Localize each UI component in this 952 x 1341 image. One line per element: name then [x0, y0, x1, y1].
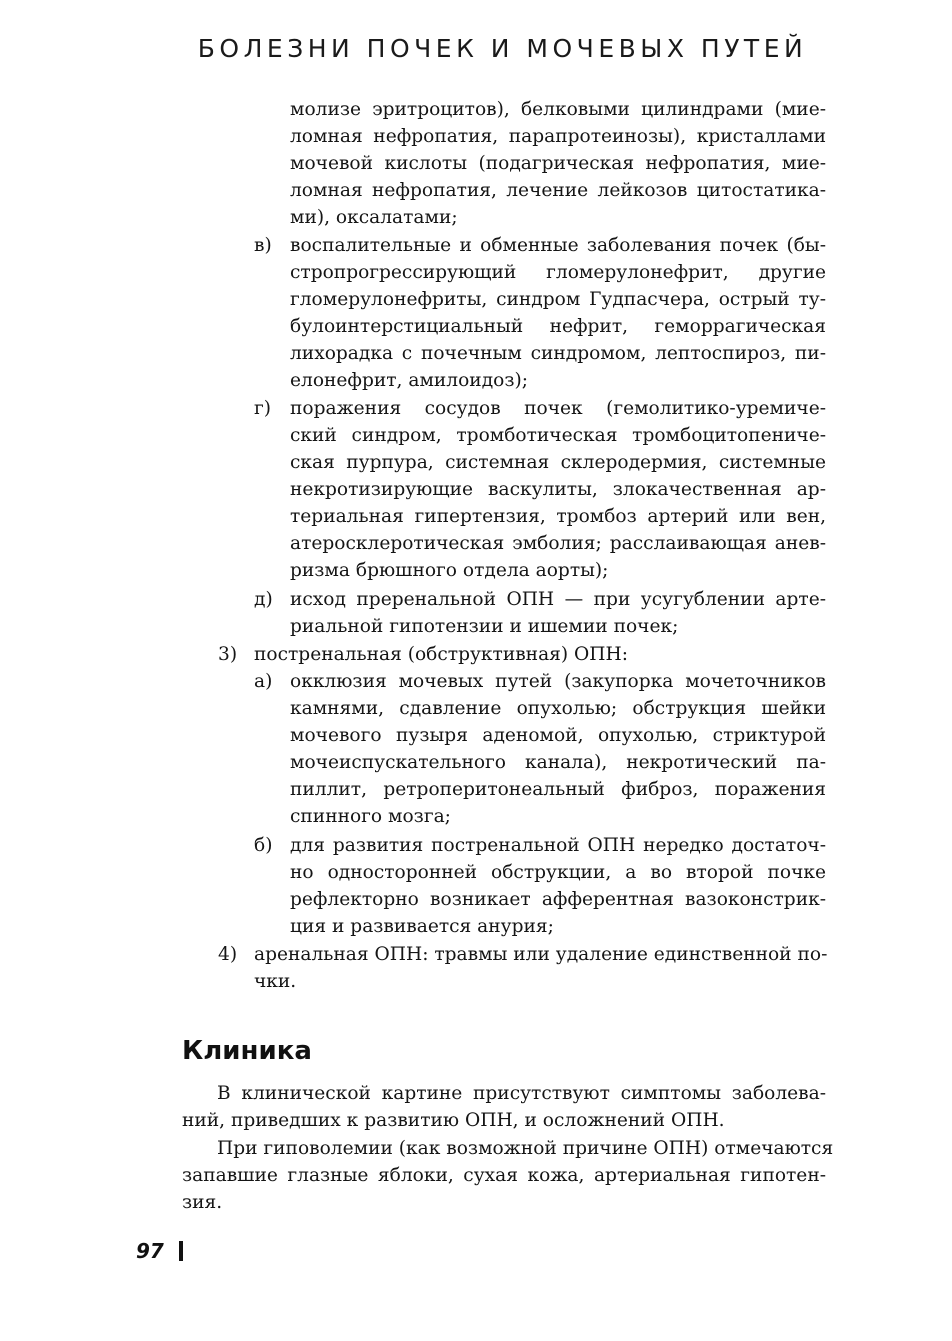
text-line: ломная нефропатия, лечение лейкозов цитостатика- [290, 180, 826, 201]
text-line: пиллит, ретроперитонеальный фиброз, поражения [290, 779, 826, 800]
text-line: атеросклеротическая эмболия; расслаивающая анев- [290, 533, 826, 554]
text-line: ломная нефропатия, парапротеинозы), кристаллами [290, 126, 826, 147]
text-line: В клинической картине присутствуют симптомы заболева- [217, 1083, 826, 1104]
text-line: гломерулонефриты, синдром Гудпасчера, острый ту- [290, 289, 826, 310]
text-line: стропрогрессирующий гломерулонефрит, другие [290, 262, 826, 283]
list-marker: г) [254, 398, 271, 419]
text-line: мочевого пузыря аденомой, опухолью, стриктурой [290, 725, 826, 746]
text-line: риальной гипотензии и ишемии почек; [290, 616, 679, 637]
text-line: чки. [254, 971, 297, 992]
list-marker: 4) [218, 944, 238, 965]
text-line: постренальная (обструктивная) ОПН: [254, 644, 628, 665]
text-line: лихорадка с почечным синдромом, лептоспироз, пи- [290, 343, 826, 364]
page-number-divider [179, 1241, 183, 1261]
page-number: 97 [136, 1239, 164, 1263]
text-line: исход преренальной ОПН — при усугублении арте- [290, 589, 826, 610]
text-line: ний, приведших к развитию ОПН, и осложнений ОПН. [182, 1110, 725, 1131]
text-line: мочевой кислоты (подагрическая нефропатия, мие- [290, 153, 826, 174]
text-line: мочеиспускательного канала), некротический па- [290, 752, 826, 773]
text-line: поражения сосудов почек (гемолитико-уремиче- [290, 398, 826, 419]
text-line: При гиповолемии (как возможной причине ОПН) отмечаются [217, 1138, 834, 1159]
text-line: булоинтерстициальный нефрит, геморрагическая [290, 316, 826, 337]
text-line: но односторонней обструкции, а во второй почке [290, 862, 826, 883]
list-marker: б) [254, 835, 273, 856]
text-line: молизе эритроцитов), белковыми цилиндрами (мие- [290, 99, 826, 120]
text-line: зия. [182, 1192, 223, 1213]
text-line: ский синдром, тромботическая тромбоцитопениче- [290, 425, 826, 446]
text-line: елонефрит, амилоидоз); [290, 370, 529, 391]
text-line: некротизирующие васкулиты, злокачественная ар- [290, 479, 826, 500]
text-line: аренальная ОПН: травмы или удаление единственной по- [254, 944, 828, 965]
text-line: ризма брюшного отдела аорты); [290, 560, 609, 581]
running-header: БОЛЕЗНИ ПОЧЕК И МОЧЕВЫХ ПУТЕЙ [197, 34, 808, 63]
text-line: для развития постренальной ОПН нередко достаточ- [290, 835, 826, 856]
text-line: камнями, сдавление опухолью; обструкция шейки [290, 698, 826, 719]
list-marker: в) [254, 235, 272, 256]
text-line: ская пурпура, системная склеродермия, системные [290, 452, 826, 473]
text-line: ми), оксалатами; [290, 207, 458, 228]
text-line: териальная гипертензия, тромбоз артерий или вен, [290, 506, 826, 527]
section-heading: Клиника [182, 1036, 312, 1066]
list-marker: д) [254, 589, 273, 610]
text-line: окклюзия мочевых путей (закупорка мочеточников [290, 671, 826, 692]
text-line: спинного мозга; [290, 806, 451, 827]
text-line: рефлекторно возникает афферентная вазоконстрик- [290, 889, 826, 910]
list-marker: 3) [218, 644, 238, 665]
list-marker: а) [254, 671, 273, 692]
text-line: запавшие глазные яблоки, сухая кожа, артериальная гипотен- [182, 1165, 826, 1186]
text-line: воспалительные и обменные заболевания почек (бы- [290, 235, 826, 256]
text-line: ция и развивается анурия; [290, 916, 554, 937]
